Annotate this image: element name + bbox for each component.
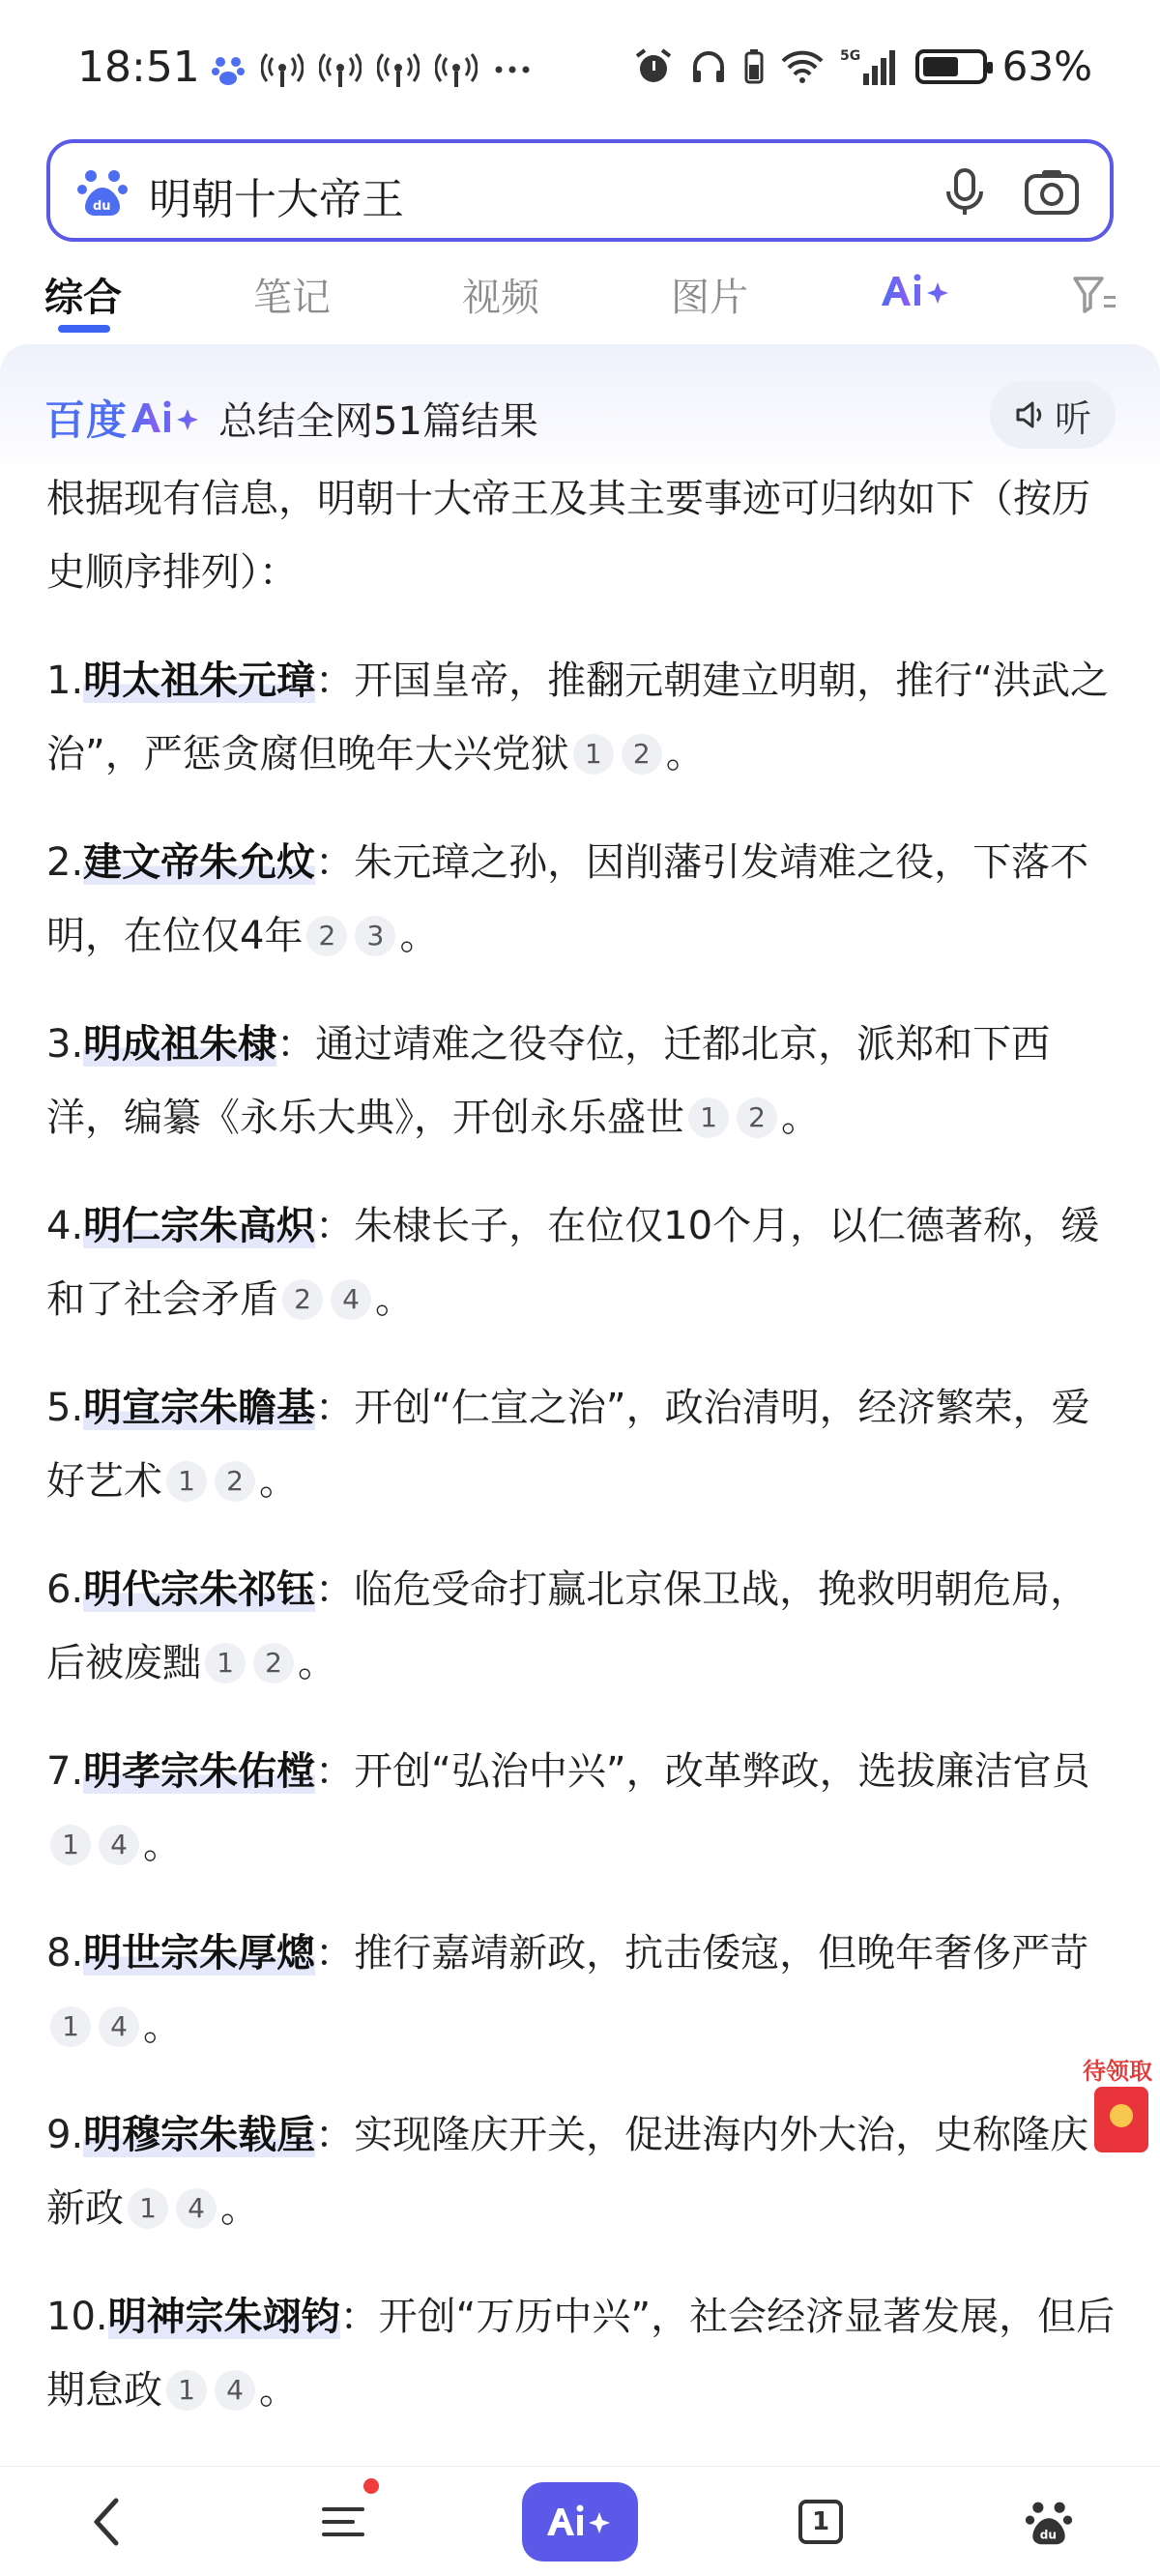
bottom-nav	[0, 2466, 1160, 2576]
headphone-battery-icon	[743, 47, 765, 86]
status-time: 18:51	[77, 43, 200, 92]
citation-badge[interactable]: 4	[99, 2006, 139, 2047]
item-number: 3.	[46, 1022, 84, 1067]
baidu-home-button[interactable]	[1015, 2482, 1083, 2561]
emperor-name-link[interactable]: 明太祖朱元璋	[83, 659, 316, 703]
item-number: 10.	[46, 2295, 108, 2339]
citation-badge[interactable]: 4	[176, 2188, 217, 2229]
more-dots-icon	[493, 52, 532, 87]
emperor-description: ：朱棣长子，在位仅10个月，以仁德著称，缓和了社会矛盾	[46, 1204, 1100, 1322]
list-item	[46, 1917, 1119, 2064]
search-box[interactable]	[46, 139, 1114, 242]
tab-notes[interactable]: 笔记	[253, 276, 331, 320]
list-item	[46, 826, 1119, 973]
emperor-description: ：推行嘉靖新政，抗击倭寇，但晚年奢侈严苛	[315, 1931, 1089, 1976]
battery-percent: 63%	[1001, 43, 1092, 90]
citation-badge[interactable]: 1	[128, 2188, 168, 2229]
citation-badge[interactable]: 2	[737, 1098, 777, 1138]
wifi-icon	[780, 47, 825, 86]
item-number: 4.	[46, 1204, 84, 1248]
list-item	[46, 1189, 1119, 1336]
tab-ai-icon[interactable]	[878, 269, 955, 315]
emperor-description: ：开创“仁宣之治”，政治清明，经济繁荣，爱好艺术	[46, 1386, 1090, 1504]
baidu-notification-icon	[211, 52, 246, 87]
summary-source-count: 总结全网51篇结果	[218, 398, 538, 444]
red-packet-widget[interactable]	[1079, 2052, 1160, 2158]
back-button[interactable]	[77, 2482, 135, 2561]
citation-badge[interactable]: 1	[205, 1643, 246, 1683]
tab-videos[interactable]: 视频	[462, 276, 539, 320]
emperor-name-link[interactable]: 明成祖朱棣	[83, 1022, 277, 1067]
signal-5g-icon	[840, 46, 900, 87]
ai-icon	[541, 2501, 619, 2543]
list-item	[46, 1553, 1119, 1700]
emperor-description: ：临危受命打赢北京保卫战，挽救明朝危局，后被废黜	[46, 1567, 1089, 1685]
citation-badge[interactable]: 1	[166, 1461, 207, 1502]
tab-images[interactable]: 图片	[671, 276, 748, 320]
list-item	[46, 1008, 1119, 1155]
listen-label: 听	[1054, 396, 1091, 440]
microphone-icon[interactable]	[938, 164, 992, 219]
search-tabs	[0, 261, 1160, 338]
svg-text:du: du	[93, 199, 111, 214]
svg-text:du: du	[1039, 2528, 1057, 2542]
notification-icons	[211, 50, 532, 89]
list-item	[46, 2280, 1119, 2427]
hotspot-icon	[377, 50, 420, 89]
sentence-end: 。	[399, 914, 439, 958]
system-status	[633, 43, 1092, 90]
red-packet-label: 待领取	[1083, 2058, 1152, 2085]
citation-badge[interactable]: 2	[622, 734, 662, 775]
sentence-end: 。	[298, 1641, 336, 1685]
camera-icon[interactable]	[1023, 164, 1081, 219]
list-item	[46, 2098, 1119, 2245]
hotspot-icon	[435, 50, 478, 89]
alarm-icon	[633, 46, 674, 87]
headphones-icon	[689, 47, 728, 86]
listen-button[interactable]	[990, 381, 1116, 449]
list-item	[46, 1735, 1119, 1882]
answer-intro: 根据现有信息，明朝十大帝王及其主要事迹可归纳如下（按历史顺序排列）：	[46, 477, 1090, 595]
emperor-name-link[interactable]: 明代宗朱祁钰	[83, 1567, 316, 1612]
ai-answer-header	[44, 387, 538, 449]
emperor-name-link[interactable]: 明仁宗朱高炽	[83, 1204, 316, 1248]
emperor-description: ：开创“弘治中兴”，改革弊政，选拔廉洁官员	[315, 1749, 1090, 1794]
svg-text:5G: 5G	[839, 47, 860, 64]
emperor-list	[46, 644, 1119, 2427]
item-number: 9.	[46, 2113, 84, 2157]
ai-answer-content	[46, 462, 1119, 2462]
item-number: 5.	[46, 1386, 84, 1430]
sentence-end: 。	[781, 1096, 820, 1140]
emperor-name-link[interactable]: 明神宗朱翊钧	[107, 2295, 340, 2339]
emperor-name-link[interactable]: 明穆宗朱载垕	[83, 2113, 316, 2157]
citation-badge[interactable]: 2	[253, 1643, 294, 1683]
sentence-end: 。	[665, 732, 705, 776]
item-number: 6.	[46, 1567, 84, 1612]
emperor-description: ：朱元璋之孙，因削藩引发靖难之役，下落不明，在位仅4年	[46, 840, 1089, 958]
citation-badge[interactable]: 1	[688, 1098, 729, 1138]
speaker-icon	[1014, 398, 1047, 431]
list-item	[46, 1371, 1119, 1518]
status-bar	[0, 0, 1160, 135]
citation-badge[interactable]: 4	[99, 1825, 139, 1865]
notification-dot	[363, 2478, 379, 2494]
baidu-brand: 百度	[44, 396, 129, 444]
ai-assistant-button[interactable]	[522, 2482, 638, 2561]
citation-badge[interactable]: 1	[50, 1825, 91, 1865]
item-number: 2.	[46, 840, 84, 885]
emperor-name-link[interactable]: 明孝宗朱佑樘	[83, 1749, 316, 1794]
hotspot-icon	[319, 50, 362, 89]
item-number: 7.	[46, 1749, 84, 1794]
citation-badge[interactable]: 3	[355, 916, 395, 956]
hotspot-icon	[261, 50, 304, 89]
filter-icon[interactable]	[1071, 273, 1117, 315]
citation-badge[interactable]: 4	[331, 1279, 371, 1320]
search-input[interactable]: 明朝十大帝王	[149, 175, 404, 224]
baidu-paw-icon	[1024, 2497, 1074, 2547]
citation-badge[interactable]: 1	[166, 2370, 207, 2411]
sentence-end: 。	[375, 1277, 414, 1322]
sentence-end: 。	[259, 1459, 298, 1504]
baidu-logo-icon	[75, 164, 130, 219]
citation-badge[interactable]: 4	[215, 2370, 255, 2411]
menu-icon	[318, 2500, 368, 2544]
sentence-end: 。	[220, 2186, 259, 2231]
chevron-left-icon	[87, 2495, 126, 2549]
emperor-description: ：开创“万历中兴”，社会经济显著发展，但后期怠政	[46, 2295, 1116, 2413]
tab-count: 1	[798, 2500, 843, 2544]
item-number: 1.	[46, 659, 84, 703]
battery-icon	[915, 49, 987, 84]
sentence-end: 。	[143, 1823, 182, 1867]
list-item	[46, 644, 1119, 791]
tab-all[interactable]: 综合	[44, 276, 122, 320]
emperor-description: ：开国皇帝，推翻元朝建立明朝，推行“洪武之治”，严惩贪腐但晚年大兴党狱	[46, 659, 1109, 776]
emperor-name-link[interactable]: 明宣宗朱瞻基	[83, 1386, 316, 1430]
emperor-description: ：实现隆庆开关，促进海内外大治，史称隆庆新政	[46, 2113, 1089, 2231]
emperor-name-link[interactable]: 明世宗朱厚熜	[83, 1931, 316, 1976]
menu-button[interactable]	[309, 2482, 377, 2561]
citation-badge[interactable]: 2	[306, 916, 347, 956]
item-number: 8.	[46, 1931, 84, 1976]
active-tab-indicator	[58, 325, 110, 333]
emperor-description: ：通过靖难之役夺位，迁都北京，派郑和下西洋，编纂《永乐大典》，开创永乐盛世	[46, 1022, 1051, 1140]
citation-badge[interactable]: 1	[50, 2006, 91, 2047]
sentence-end: 。	[143, 2005, 182, 2049]
open-tabs-button[interactable]	[791, 2482, 851, 2561]
citation-badge[interactable]: 2	[215, 1461, 255, 1502]
red-packet-icon	[1094, 2087, 1148, 2152]
sentence-end: 。	[259, 2368, 298, 2413]
citation-badge[interactable]: 1	[573, 734, 614, 775]
citation-badge[interactable]: 2	[282, 1279, 323, 1320]
emperor-name-link[interactable]: 建文帝朱允炆	[83, 840, 316, 885]
ai-logo-icon	[130, 395, 207, 440]
